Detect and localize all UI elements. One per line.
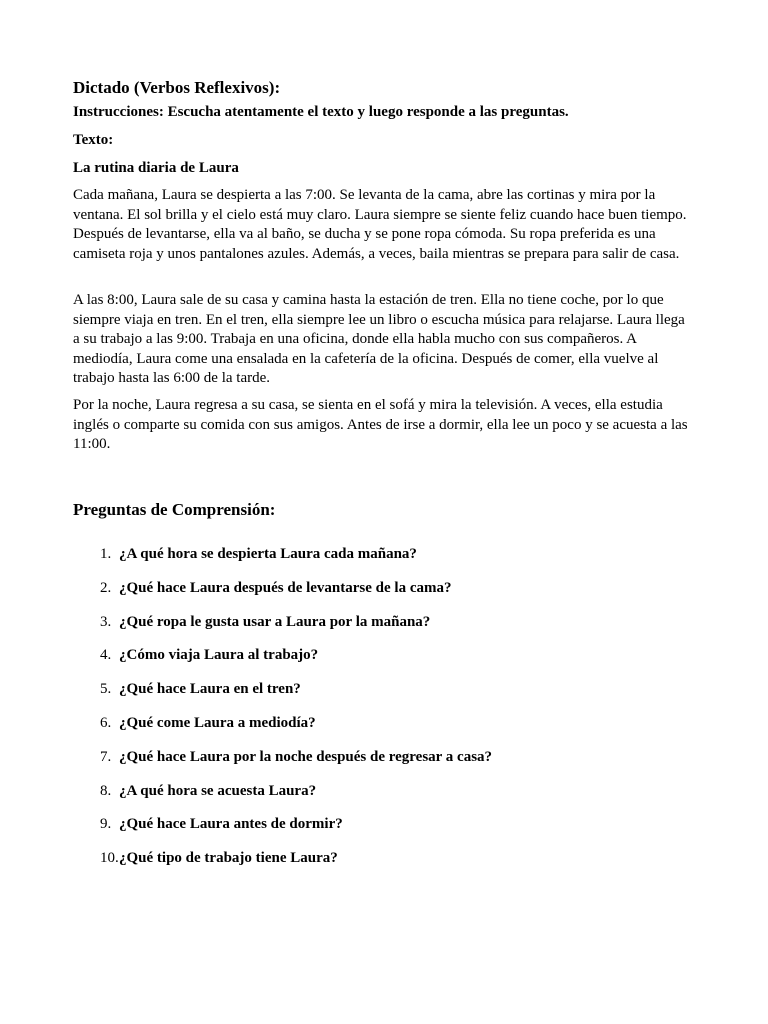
question-text: ¿Qué ropa le gusta usar a Laura por la mañana? [119, 613, 431, 630]
question-item [73, 680, 695, 714]
story-paragraph-3: Por la noche, Laura regresa a su casa, se sienta en el sofá y mira la televisión. A veces, ella estudia inglés o comparte su comida con sus amigos. Antes de irse a dormir, ella lee un poco y se acuesta a las 11:00. [73, 397, 688, 452]
question-number: 10. [100, 850, 119, 867]
question-number: 8. [100, 782, 112, 799]
question-item [73, 579, 695, 613]
instructions-text: Instrucciones: Escucha atentamente el texto y luego responde a las preguntas. [73, 104, 569, 120]
question-item [73, 748, 695, 782]
question-text: ¿Cómo viaja Laura al trabajo? [119, 647, 319, 664]
question-number: 1. [100, 546, 112, 562]
question-text: ¿Qué hace Laura por la noche después de regresar a casa? [119, 748, 493, 765]
story-title: La rutina diaria de Laura [73, 160, 239, 176]
document-title: Dictado (Verbos Reflexivos): [73, 78, 281, 97]
questions-list [73, 545, 695, 883]
question-item [73, 849, 695, 883]
question-item [73, 646, 695, 680]
question-text: ¿Qué come Laura a mediodía? [119, 714, 316, 731]
question-number: 4. [100, 647, 112, 664]
question-text: ¿Qué hace Laura antes de dormir? [119, 816, 343, 833]
question-item [73, 714, 695, 748]
question-item [73, 613, 695, 647]
question-number: 6. [100, 714, 112, 731]
question-number: 2. [100, 579, 112, 596]
question-text: ¿Qué hace Laura después de levantarse de la cama? [119, 579, 452, 596]
question-number: 3. [100, 613, 112, 630]
questions-heading: Preguntas de Comprensión: [73, 500, 276, 519]
question-item [73, 545, 695, 579]
question-text: ¿Qué hace Laura en el tren? [119, 681, 301, 698]
question-number: 5. [100, 681, 112, 698]
story-paragraph-1: Cada mañana, Laura se despierta a las 7:00. Se levanta de la cama, abre las cortinas y mira por la ventana. El sol brilla y el cielo está muy claro. Laura siempre se siente feliz cuando hace buen tiempo. Después de levantarse, ella va al baño, se ducha y se pone ropa cómoda. Su ropa preferida es una camiseta roja y unos pantalones azules. Además, a veces, baila mientras se prepara para salir de casa. [73, 187, 687, 262]
question-number: 7. [100, 748, 112, 765]
question-text: ¿Qué tipo de trabajo tiene Laura? [119, 850, 338, 867]
story-paragraph-2: A las 8:00, Laura sale de su casa y camina hasta la estación de tren. Ella no tiene coche, por lo que siempre viaja en tren. En el tren, ella siempre lee un libro o escucha música para relajarse. Laura llega a su trabajo a las 9:00. Trabaja en una oficina, donde ella habla mucho con sus compañeros. A mediodía, Laura come una ensalada en la cafetería de la oficina. Después de comer, ella vuelve al trabajo hasta las 6:00 de la tarde. [73, 292, 685, 386]
question-item [73, 815, 695, 849]
question-text: ¿A qué hora se despierta Laura cada mañana? [119, 546, 417, 562]
texto-label: Texto: [73, 132, 114, 148]
question-number: 9. [100, 816, 112, 833]
question-item [73, 782, 695, 816]
question-text: ¿A qué hora se acuesta Laura? [119, 782, 317, 799]
